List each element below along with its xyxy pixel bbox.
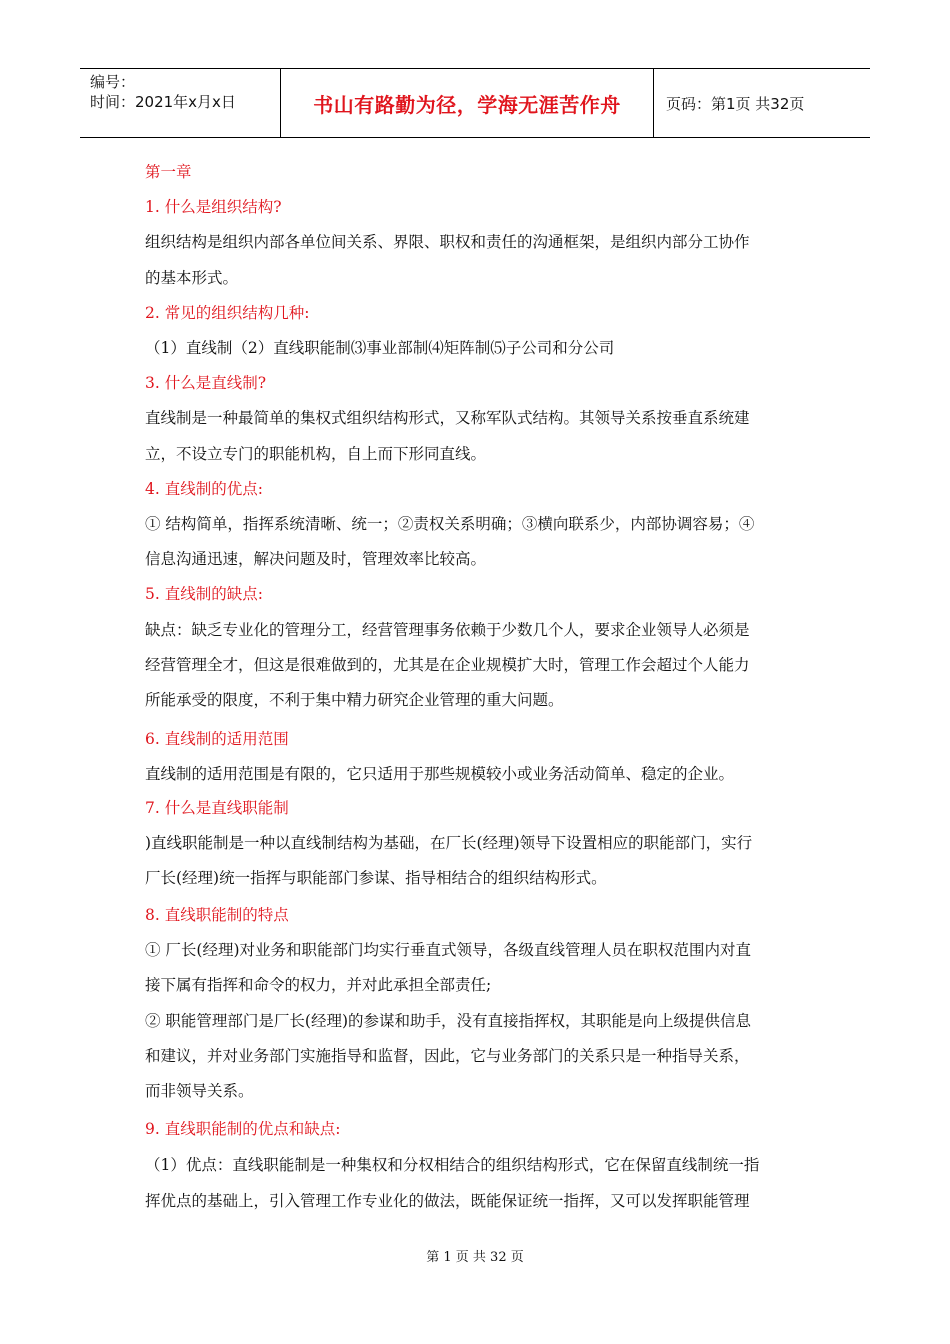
- paragraph-line: 经营管理全才，但这是很难做到的，尤其是在企业规模扩大时，管理工作会超过个人能力: [145, 656, 750, 674]
- paragraph-line: 和建议，并对业务部门实施指导和监督，因此，它与业务部门的关系只是一种指导关系，: [145, 1047, 750, 1065]
- paragraph-line: 立，不设立专门的职能机构，自上而下形同直线。: [145, 445, 487, 463]
- paragraph-line: （1）直线制（2）直线职能制⑶事业部制⑷矩阵制⑸子公司和分公司: [145, 339, 615, 357]
- paragraph-line: 的基本形式。: [145, 269, 239, 287]
- header-motto-cell: [281, 69, 654, 137]
- section-heading: 6. 直线制的适用范围: [145, 730, 289, 748]
- paragraph-line: ① 厂长(经理)对业务和职能部门均实行垂直式领导，各级直线管理人员在职权范围内对直: [145, 941, 752, 959]
- paragraph-line: 组织结构是组织内部各单位间关系、界限、职权和责任的沟通框架，是组织内部分工协作: [145, 233, 750, 251]
- section-heading: 8. 直线职能制的特点: [145, 906, 289, 924]
- section-heading: 4. 直线制的优点:: [145, 480, 263, 498]
- section-heading: 1. 什么是组织结构?: [145, 198, 282, 216]
- header-page-cell: [654, 69, 870, 137]
- paragraph-line: 信息沟通迅速，解决问题及时，管理效率比较高。: [145, 550, 487, 568]
- paragraph-line: 缺点：缺乏专业化的管理分工，经营管理事务依赖于少数几个人，要求企业领导人必须是: [145, 621, 750, 639]
- page-footer: 第 1 页 共 32 页: [426, 1250, 524, 1265]
- paragraph-line: )直线职能制是一种以直线制结构为基础，在厂长(经理)领导下设置相应的职能部门，实行: [145, 834, 753, 852]
- paragraph-line: 所能承受的限度，不利于集中精力研究企业管理的重大问题。: [145, 691, 564, 709]
- paragraph-line: （1）优点：直线职能制是一种集权和分权相结合的组织结构形式，它在保留直线制统一指: [145, 1156, 760, 1174]
- section-heading: 9. 直线职能制的优点和缺点:: [145, 1120, 341, 1138]
- paragraph-line: 而非领导关系。: [145, 1082, 254, 1100]
- paragraph-line: 直线制的适用范围是有限的，它只适用于那些规模较小或业务活动简单、稳定的企业。: [145, 765, 735, 783]
- paragraph-line: 接下属有指挥和命令的权力，并对此承担全部责任;: [145, 976, 492, 994]
- date-label: 时间：2021年x月x日: [90, 93, 236, 111]
- document-header: [80, 68, 870, 138]
- section-heading: 3. 什么是直线制?: [145, 374, 267, 392]
- motto-text: 书山有路勤为径，学海无涯苦作舟: [313, 92, 621, 117]
- section-heading: 7. 什么是直线职能制: [145, 799, 289, 817]
- paragraph-line: ② 职能管理部门是厂长(经理)的参谋和助手，没有直接指挥权，其职能是向上级提供信息: [145, 1012, 752, 1030]
- page-label: 页码：第1页 共32页: [666, 94, 805, 113]
- section-heading: 2. 常见的组织结构几种:: [145, 304, 310, 322]
- section-heading: 5. 直线制的缺点:: [145, 585, 263, 603]
- section-heading: 第一章: [145, 163, 192, 181]
- paragraph-line: ① 结构简单，指挥系统清晰、统一；②责权关系明确；③横向联系少，内部协调容易；④: [145, 515, 755, 533]
- number-label: 编号：: [90, 73, 136, 91]
- paragraph-line: 挥优点的基础上，引入管理工作专业化的做法，既能保证统一指挥，又可以发挥职能管理: [145, 1192, 750, 1210]
- header-info-cell: [80, 69, 281, 137]
- paragraph-line: 厂长(经理)统一指挥与职能部门参谋、指导相结合的组织结构形式。: [145, 869, 607, 887]
- paragraph-line: 直线制是一种最简单的集权式组织结构形式，又称军队式结构。其领导关系按垂直系统建: [145, 409, 750, 427]
